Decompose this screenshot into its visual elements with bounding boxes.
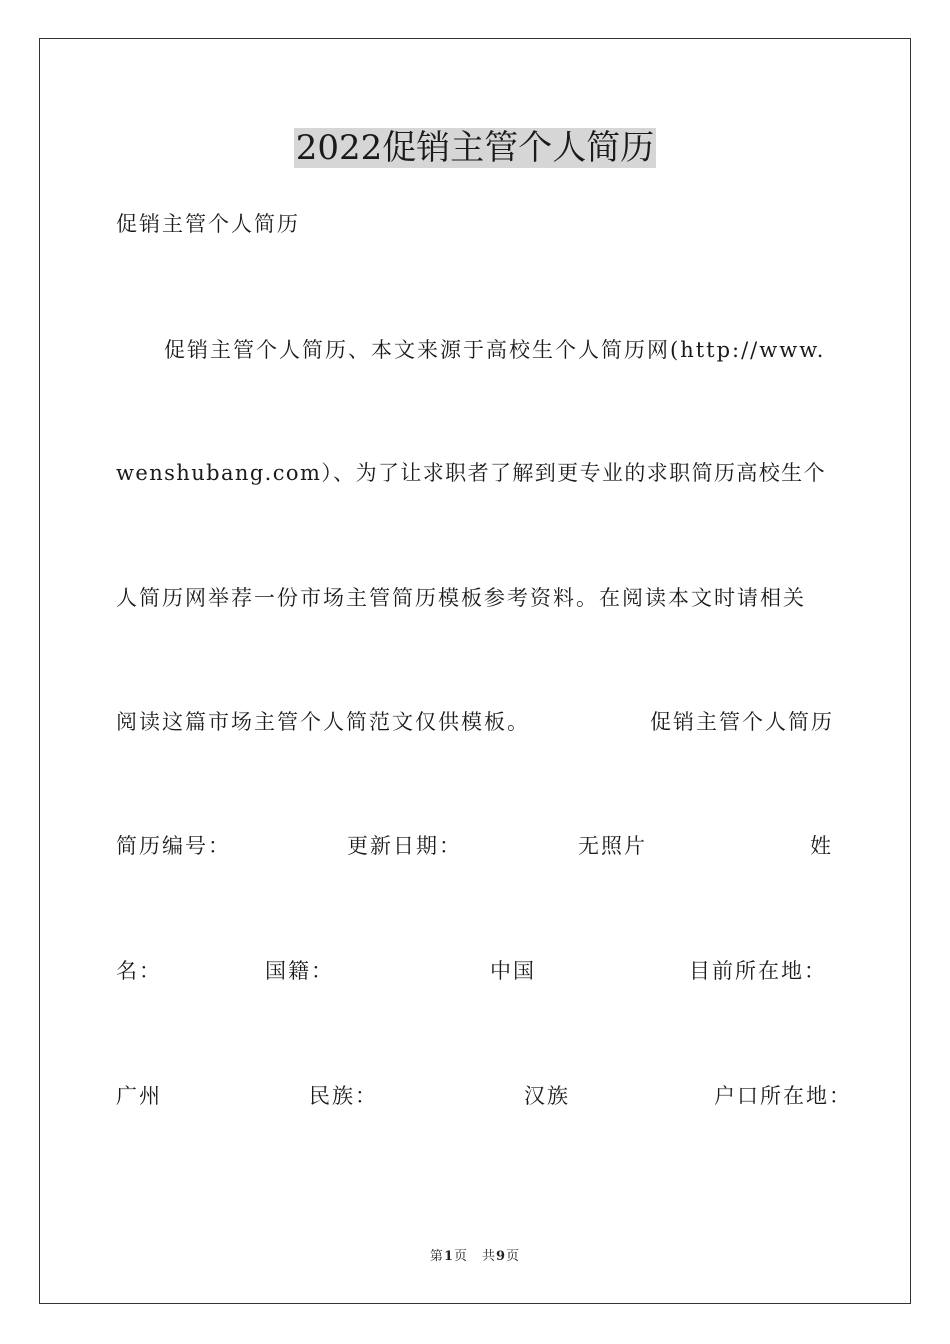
- no-photo-text: 无照片: [578, 834, 647, 858]
- paragraph-line-4-left: 阅读这篇市场主管个人简范文仅供模板。: [116, 710, 530, 734]
- household-registration-label: 户口所在地：: [714, 1084, 852, 1108]
- ethnicity-label: 民族：: [309, 1084, 378, 1108]
- footer-page-prefix: 第: [429, 1249, 444, 1264]
- paragraph-line-1: 促销主管个人简历、本文来源于高校生个人简历网(http://www.: [164, 338, 826, 362]
- page-footer: [0, 1248, 950, 1266]
- nationality-value: 中国: [490, 959, 536, 983]
- footer-page-mid: 页 共: [453, 1249, 496, 1264]
- name-label-end: 名：: [116, 959, 162, 983]
- update-date-label: 更新日期：: [347, 834, 462, 858]
- footer-total-pages: 9: [496, 1249, 507, 1264]
- footer-current-page: 1: [443, 1249, 454, 1264]
- paragraph-line-2: wenshubang.com）、为了让求职者了解到更专业的求职简历高校生个: [116, 461, 826, 485]
- current-location-label: 目前所在地：: [689, 959, 827, 983]
- document-title: [0, 128, 950, 168]
- current-location-value: 广州: [116, 1084, 162, 1108]
- document-subtitle: 促销主管个人简历: [116, 212, 300, 236]
- resume-number-label: 简历编号：: [116, 834, 231, 858]
- nationality-label: 国籍：: [265, 959, 334, 983]
- paragraph-line-3: 人简历网举荐一份市场主管简历模板参考资料。在阅读本文时请相关: [116, 586, 806, 610]
- footer-page-suffix: 页: [506, 1249, 521, 1264]
- ethnicity-value: 汉族: [524, 1084, 570, 1108]
- paragraph-line-4-right: 促销主管个人简历: [650, 710, 834, 734]
- name-label-start: 姓: [810, 834, 833, 858]
- paragraph-line-4: [116, 708, 834, 736]
- document-title-text: 2022促销主管个人简历: [295, 128, 655, 168]
